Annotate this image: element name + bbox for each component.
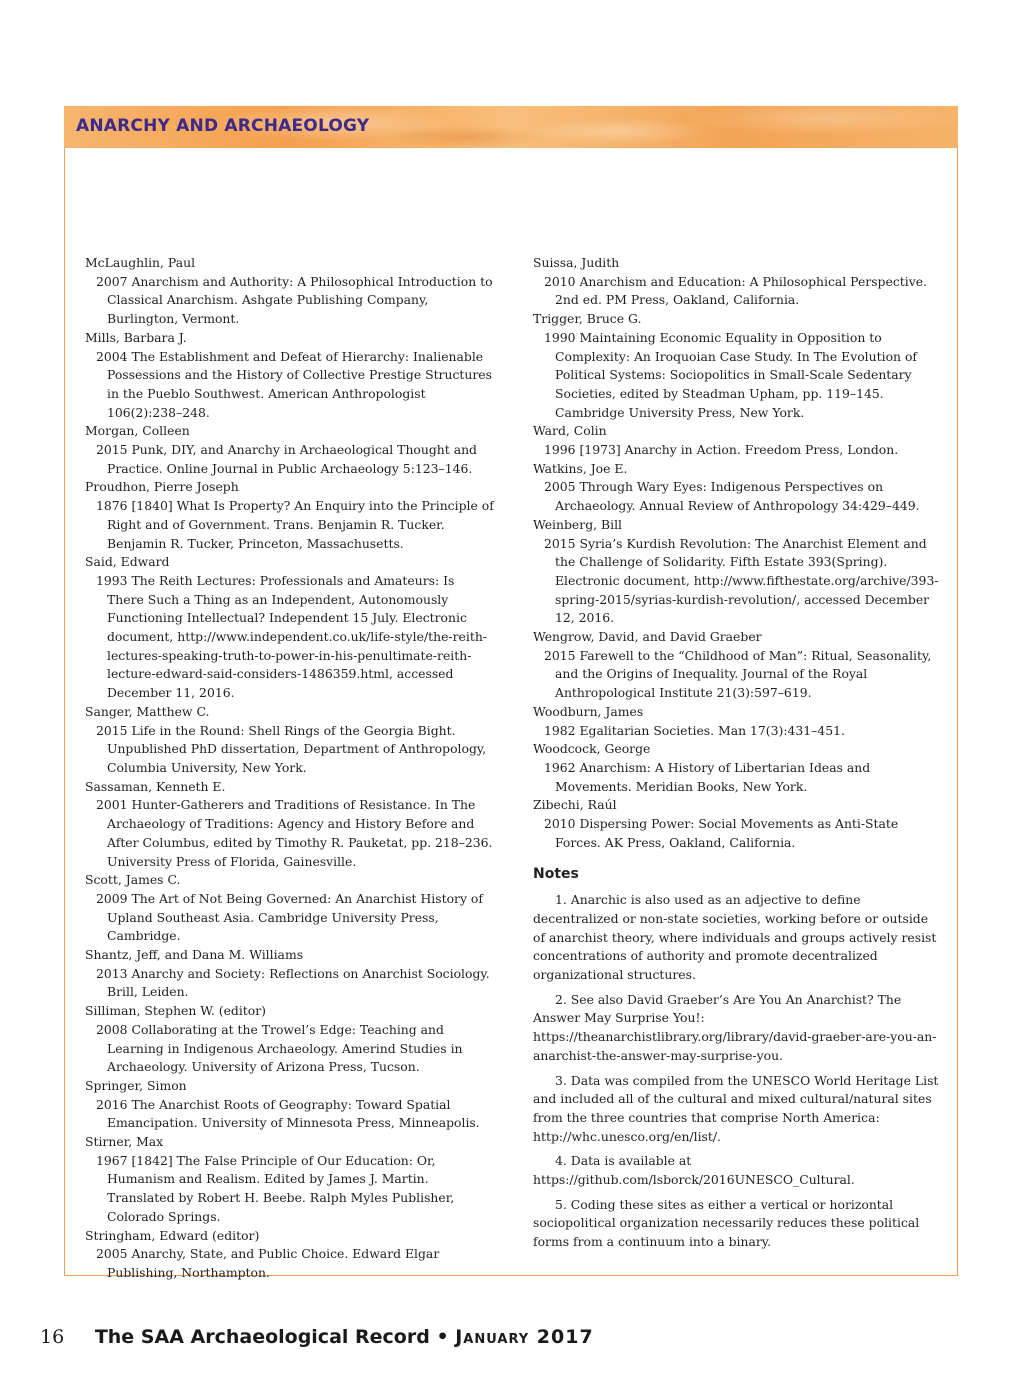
reference-author: Proudhon, Pierre Joseph [85, 479, 239, 495]
notes-heading: Notes [533, 865, 579, 882]
reference-author: Stringham, Edward (editor) [85, 1227, 260, 1243]
reference-item [533, 310, 943, 422]
references-right-column [533, 254, 943, 1258]
reference-entry: 2009 The Art of Not Being Governed: An Anarchist History of Upland Southeast Asia. Cambridge University Press, Cambridge. [96, 890, 483, 944]
page-footer [40, 1326, 594, 1348]
reference-item [533, 796, 943, 852]
reference-author: Sanger, Matthew C. [85, 703, 210, 719]
reference-author: Stirner, Max [85, 1134, 164, 1150]
reference-author: Said, Edward [85, 554, 170, 570]
reference-author: Ward, Colin [533, 423, 607, 439]
note-item: 5. Coding these sites as either a vertical or horizontal sociopolitical organization necessarily reduces these political forms from a continuum into a binary. [533, 1196, 920, 1250]
reference-item [85, 422, 495, 478]
reference-item [85, 478, 495, 553]
note-item: 3. Data was compiled from the UNESCO World Heritage List and included all of the cultural and mixed cultural/natural sites from the three countries that comprise North America: http://whc.unesco.org/en/list/. [533, 1072, 939, 1144]
section-title: ANARCHY AND ARCHAEOLOGY [76, 116, 370, 136]
reference-entry: 1967 [1842] The False Principle of Our Education: Or, Humanism and Realism. Edited by James J. Martin. Translated by Robert H. Beebe. Ralph Myles Publisher, Colorado Springs. [96, 1152, 455, 1224]
reference-entry: 1993 The Reith Lectures: Professionals and Amateurs: Is There Such a Thing as an Independent, Autonomously Functioning Intellectual? Independent 15 July. Electronic document, http://www.independent.co.uk/life-style/the-reith-lectures-speaking-truth-to-power-in-his-penultimate-reith-lecture-edward-said-considers-1486359.html, accessed December 11, 2016. [96, 572, 487, 701]
reference-entry: 2010 Anarchism and Education: A Philosophical Perspective. 2nd ed. PM Press, Oakland, California. [544, 273, 927, 308]
reference-author: Watkins, Joe E. [533, 460, 628, 476]
reference-entry: 2015 Syria’s Kurdish Revolution: The Anarchist Element and the Challenge of Solidarity. Fifth Estate 393(Spring). Electronic document, http://www.fifthestate.org/archive/393-spring-2015/syrias-kurdish-revolution/, accessed December 12, 2016. [544, 535, 939, 626]
publication-title: The SAA Archaeological Record [94, 1326, 430, 1348]
reference-entry: 2015 Farewell to the “Childhood of Man”: Ritual, Seasonality, and the Origins of Inequality. Journal of the Royal Anthropological Institute 21(3):597–619. [544, 647, 932, 701]
section-banner [64, 106, 958, 148]
reference-item [85, 778, 495, 872]
reference-entry: 2015 Life in the Round: Shell Rings of the Georgia Bight. Unpublished PhD dissertation, Department of Anthropology, Columbia University, New York. [96, 722, 487, 775]
reference-item [85, 329, 495, 423]
reference-entry: 2016 The Anarchist Roots of Geography: Toward Spatial Emancipation. University of Minnesota Press, Minneapolis. [96, 1096, 480, 1131]
reference-item [533, 740, 943, 796]
reference-item [85, 553, 495, 703]
note-item: 2. See also David Graeber’s Are You An Anarchist? The Answer May Surprise You!: https://theanarchistlibrary.org/library/david-graeber-are-you-an-anarchist-the-answer-may-surprise-you. [533, 991, 937, 1063]
reference-author: Zibechi, Raúl [533, 797, 617, 813]
reference-entry: 2008 Collaborating at the Trowel’s Edge: Teaching and Learning in Indigenous Archaeology. Amerind Studies in Archaeology. University of Arizona Press, Tucson. [96, 1021, 463, 1075]
footer-separator: • [436, 1326, 449, 1348]
reference-author: McLaughlin, Paul [85, 255, 196, 270]
reference-entry: 2005 Anarchy, State, and Public Choice. Edward Elgar Publishing, Northampton. [96, 1246, 440, 1280]
reference-item [533, 422, 943, 459]
reference-author: Sassaman, Kenneth E. [85, 778, 226, 794]
reference-item [533, 460, 943, 516]
reference-author: Mills, Barbara J. [85, 329, 187, 345]
reference-item [533, 254, 943, 310]
reference-entry: 2015 Punk, DIY, and Anarchy in Archaeological Thought and Practice. Online Journal in Public Archaeology 5:123–146. [96, 442, 477, 476]
reference-item [85, 1002, 495, 1077]
reference-entry: 2005 Through Wary Eyes: Indigenous Perspectives on Archaeology. Annual Review of Anthropology 34:429–449. [544, 479, 920, 514]
reference-entry: 2010 Dispersing Power: Social Movements as Anti-State Forces. AK Press, Oakland, California. [544, 816, 899, 850]
reference-item [85, 1227, 495, 1283]
reference-item [85, 1133, 495, 1227]
reference-item [85, 946, 495, 1002]
reference-author: Wengrow, David, and David Graeber [533, 629, 762, 645]
reference-item [533, 516, 943, 628]
reference-author: Trigger, Bruce G. [533, 311, 642, 327]
reference-author: Woodburn, James [533, 703, 644, 719]
reference-entry: 1990 Maintaining Economic Equality in Opposition to Complexity: An Iroquoian Case Study. In The Evolution of Political Systems: Sociopolitics in Small-Scale Sedentary Societies, edited by Steadman Upham, pp. 119–145. Cambridge University Press, New York. [544, 329, 917, 420]
reference-item [533, 628, 943, 703]
reference-entry: 2004 The Establishment and Defeat of Hierarchy: Inalienable Possessions and the History of Collective Prestige Structures in the Pueblo Southwest. American Anthropologist 106(2):238–248. [96, 348, 492, 420]
reference-author: Springer, Simon [85, 1077, 187, 1093]
reference-item [85, 871, 495, 946]
reference-entry: 2013 Anarchy and Society: Reflections on Anarchist Sociology. Brill, Leiden. [96, 965, 490, 1000]
reference-author: Woodcock, George [533, 741, 651, 757]
reference-author: Suissa, Judith [533, 255, 620, 270]
reference-entry: 1962 Anarchism: A History of Libertarian Ideas and Movements. Meridian Books, New York. [544, 759, 871, 794]
reference-author: Morgan, Colleen [85, 423, 190, 439]
reference-item [533, 703, 943, 740]
reference-author: Shantz, Jeff, and Dana M. Williams [85, 947, 304, 963]
references-left-column [85, 254, 495, 1283]
reference-item [85, 703, 495, 778]
note-item: 1. Anarchic is also used as an adjective to define decentralized or non-state societies, working before or outside of anarchist theory, where individuals and groups actively resist concentrations of authority and promote decentralized organizational structures. [533, 892, 937, 983]
reference-author: Silliman, Stephen W. (editor) [85, 1003, 266, 1019]
note-item: 4. Data is available at https://github.com/lsborck/2016UNESCO_Cultural. [533, 1153, 855, 1188]
issue-date: January 2017 [455, 1326, 594, 1348]
reference-entry: 1982 Egalitarian Societies. Man 17(3):431–451. [544, 722, 845, 738]
reference-entry: 1996 [1973] Anarchy in Action. Freedom Press, London. [544, 442, 899, 458]
reference-author: Scott, James C. [85, 872, 181, 888]
reference-item [85, 254, 495, 329]
page-number: 16 [40, 1326, 65, 1348]
reference-entry: 2007 Anarchism and Authority: A Philosophical Introduction to Classical Anarchism. Ashgate Publishing Company, Burlington, Vermont. [96, 273, 493, 327]
reference-item [85, 1077, 495, 1133]
reference-author: Weinberg, Bill [533, 516, 622, 532]
reference-entry: 1876 [1840] What Is Property? An Enquiry into the Principle of Right and of Government. Trans. Benjamin R. Tucker. Benjamin R. Tucker, Princeton, Massachusetts. [96, 498, 494, 551]
reference-entry: 2001 Hunter-Gatherers and Traditions of Resistance. In The Archaeology of Traditions: Agency and History Before and After Columbus, edited by Timothy R. Pauketat, pp. 218–236. University Press of Florida, Gainesville. [96, 797, 493, 869]
